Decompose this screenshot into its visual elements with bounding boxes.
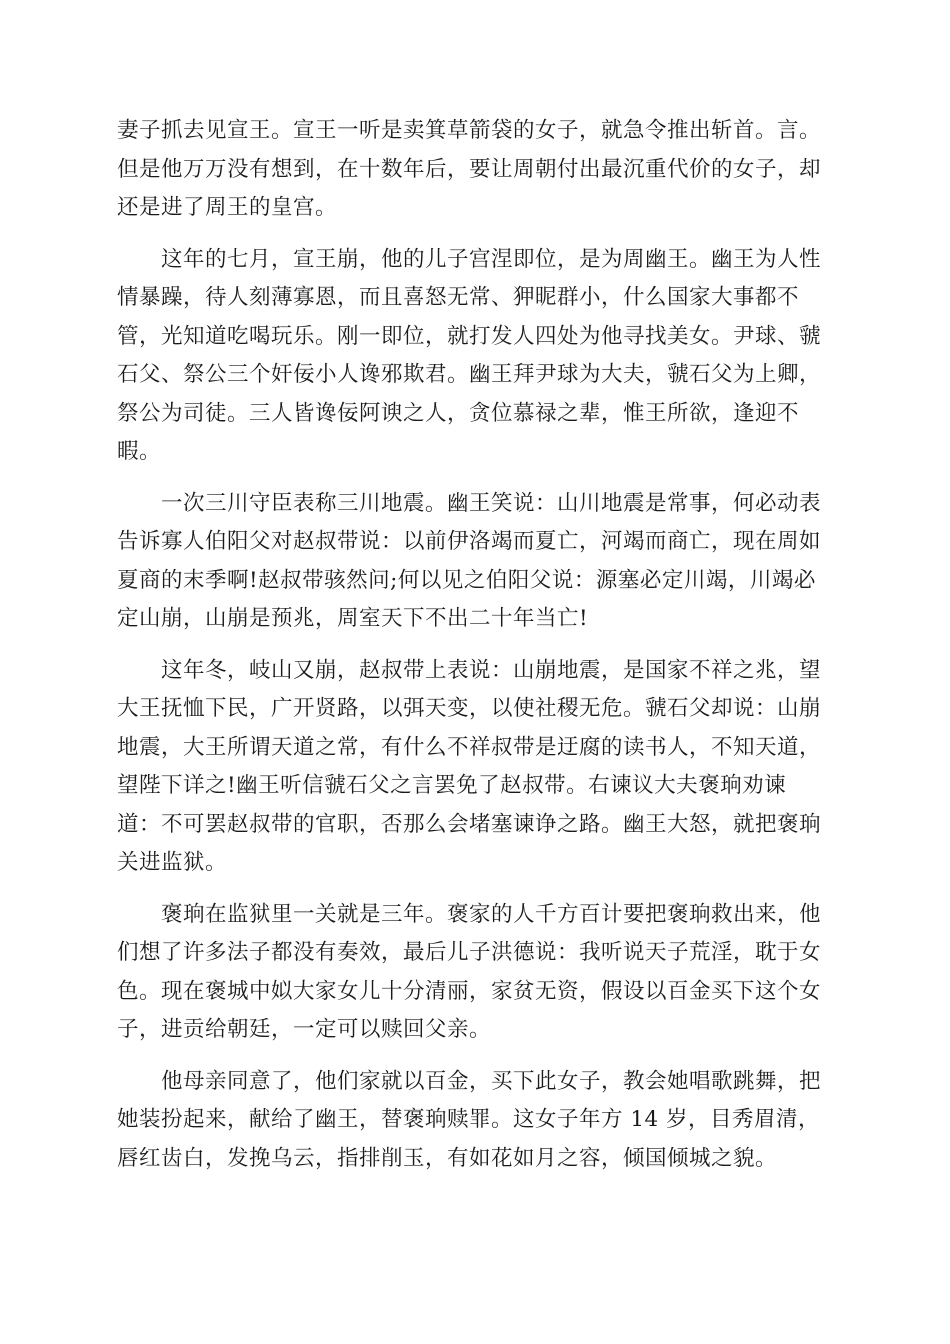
text-line: 妻子抓去见宣王。宣王一听是卖箕草箭袋的女子，就急令推出斩首。言。 — [117, 118, 822, 143]
paragraph-6 — [117, 1063, 835, 1179]
paragraph-4 — [117, 652, 835, 883]
text-line: 关进监狱。 — [117, 850, 228, 875]
text-line: 定山崩，山崩是预兆，周室天下不出二十年当亡! — [117, 606, 589, 631]
paragraph-3 — [117, 485, 835, 639]
text-line: 他母亲同意了，他们家就以百金，买下此女子，教会她唱歌跳舞，把 — [161, 1068, 822, 1094]
paragraph-1 — [117, 112, 835, 228]
text-line: 夏商的末季啊!赵叔带骇然问;何以见之伯阳父说：源塞必定川竭，川竭必 — [117, 567, 816, 593]
text-line: 这年的七月，宣王崩，他的儿子宫涅即位，是为周幽王。幽王为人性 — [161, 246, 822, 272]
text-line: 暇。 — [117, 439, 162, 464]
text-line: 望陛下详之!幽王听信虢石父之言罢免了赵叔带。右谏议大夫褒珦劝谏 — [117, 773, 787, 798]
document-body — [117, 112, 835, 1191]
text-line: 大王抚恤下民，广开贤路，以弭天变，以使社稷无危。虢石父却说：山崩 — [117, 696, 822, 721]
text-line: 情暴躁，待人刻薄寡恩，而且喜怒无常、狎昵群小，什么国家大事都不 — [117, 285, 800, 310]
text-line: 道：不可罢赵叔带的官职，否那么会堵塞谏诤之路。幽王大怒，就把褒珦 — [117, 811, 822, 837]
paragraph-5 — [117, 896, 835, 1050]
text-line: 地震，大王所谓天道之常，有什么不祥叔带是迂腐的读书人，不知天道， — [117, 734, 822, 760]
text-line: 管，光知道吃喝玩乐。刚一即位，就打发人四处为他寻找美女。尹球、虢 — [117, 323, 822, 349]
text-line: 还是进了周王的皇宫。 — [117, 195, 338, 220]
text-line: 一次三川守臣表称三川地震。幽王笑说：山川地震是常事，何必动表 — [161, 490, 822, 516]
text-line: 们想了许多法子都没有奏效，最后儿子洪德说：我听说天子荒淫，耽于女 — [117, 940, 822, 965]
text-line: 石父、祭公三个奸佞小人谗邪欺君。幽王拜尹球为大夫，虢石父为上卿， — [117, 362, 822, 387]
paragraph-2 — [117, 241, 835, 472]
text-line: 色。现在褒城中姒大家女儿十分清丽，家贫无资，假设以百金买下这个女 — [117, 978, 822, 1004]
text-line: 祭公为司徒。三人皆谗佞阿谀之人，贪位慕禄之辈，惟王所欲，逢迎不 — [117, 400, 800, 426]
text-line: 这年冬，岐山又崩，赵叔带上表说：山崩地震，是国家不祥之兆，望 — [161, 657, 822, 683]
text-line: 告诉寡人伯阳父对赵叔带说：以前伊洛竭而夏亡，河竭而商亡，现在周如 — [117, 529, 822, 554]
text-line: 子，进贡给朝廷，一定可以赎回父亲。 — [117, 1017, 492, 1042]
text-line: 她装扮起来，献给了幽王，替褒珦赎罪。这女子年方 14 岁，目秀眉清， — [117, 1107, 821, 1132]
text-line: 褒珦在监狱里一关就是三年。褒家的人千方百计要把褒珦救出来，他 — [161, 901, 822, 927]
text-line: 但是他万万没有想到，在十数年后，要让周朝付出最沉重代价的女子，却 — [117, 156, 822, 182]
text-line: 唇红齿白，发挽乌云，指排削玉，有如花如月之容，倾国倾城之貌。 — [117, 1145, 778, 1171]
